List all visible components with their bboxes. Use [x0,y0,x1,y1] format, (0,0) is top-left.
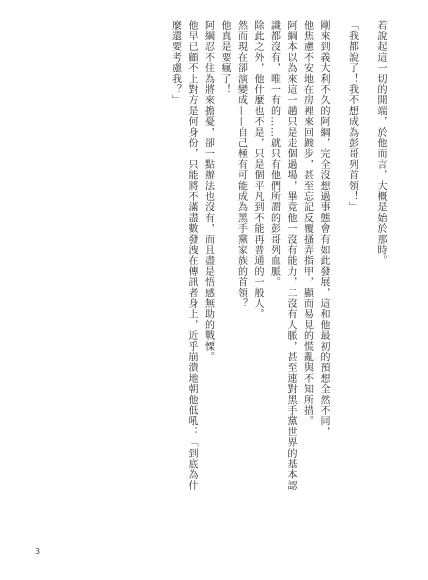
text-line: 除此之外，他什麼也不是，只是個平凡到不能再普通的一般人。 [252,20,263,320]
text-line: 他真是要瘋了！ [219,20,230,95]
text-line: 「我都說了！我不想成為彭哥列首領！」 [346,20,358,213]
text-line: 阿綱本以為來這一趟只是走個過場，畢竟他一沒有能力，二沒有人脈，甚至連對黑手黨世界的基本認 [285,20,296,491]
text-line: 他早已顧不上對方是何身份，只能將不滿盡數發洩在傳訊者身上，近乎崩潰地朝他低吼：「到底為什 [186,20,197,491]
text-line: 剛來到義大利不久的阿綱，完全沒想過事態會有如此發展，這和他最初的預想全然不同， [318,20,329,438]
text-line: 然而現在卻演變成——自己極有可能成為黑手黨家族的首領？ [235,20,247,309]
text-line: 麼還要考慮我？」 [169,20,181,106]
text-line: 他焦慮不安地在房裡來回踱步，甚至忘記反覆搔弄指甲，顯而易見的慌亂與不知所措。 [301,20,313,427]
vertical-text-block [96,20,388,550]
page-number: 3 [35,547,41,556]
text-line: 阿綱忍不住為將來擔憂，卻一點辦法也沒有，而且盡是悟感無助的戰慄。 [202,20,214,363]
text-line: 若說起這一切的開端，於他而言，大概是始於那時。 [375,20,386,267]
text-line: 識都沒有，唯一有的……就只有他們所謂的彭哥列血脈。 [268,20,280,288]
